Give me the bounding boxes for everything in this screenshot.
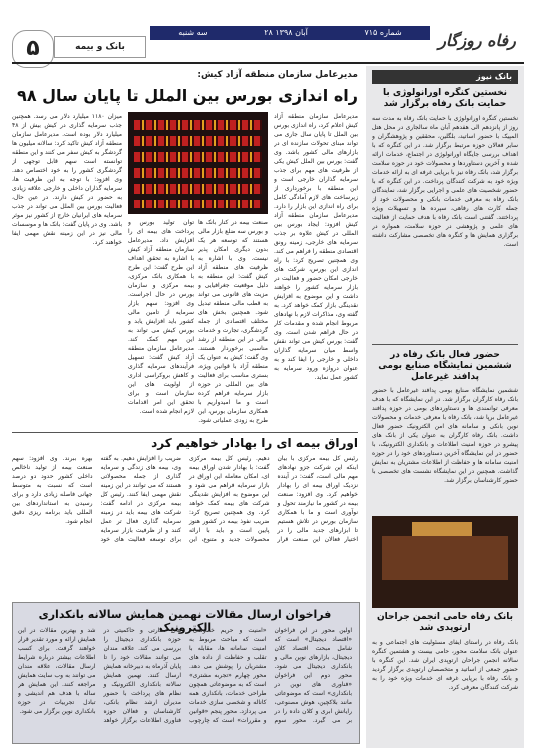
ceremony-photo <box>372 516 518 608</box>
newspaper-logo: رفاه روزگار <box>438 31 516 50</box>
story1-body: نخستین کنگره اورانولوژی با حمایت بانک رفاه به مدت سه روز از پانزدهم الی هفدهم آبان ماه سالجاری در محل هتل المپیک با حضور اساتید، بلگلین، محققین و پژوهشگران و سایر فعالان حوزه مرتبط برگزار شد. در این کنگره که با اهداف بررسی جایگاه اورانولوژی در اجتماع، خدمات ارائه شده و آخرین دستاوردها و محصولات خود در حوزه سلامت برگزار شد، بانک رفاه نیز با برپایی غرفه ای به ارائه خدمات ویژه خود به شرکت کنندگان پرداخت. در این کنگره که با حضور شخصیت های علمی و اجرایی برگزار شد، نمایندگان بانک رفاه به معرفی خدمات بانکی و محصولات خود از جمله کارت های رفاهی، سپرده ها و تسهیلات ویژه پرداختند. گفتنی است بانک رفاه با هدف حمایت از فعالیت های علمی و پژوهشی در حوزه سلامت، همواره در برگزاری همایش ها و کنگره های تخصصی مشارکت داشته است. <box>372 115 518 248</box>
story3-body: بانک رفاه در راستای ایفای مسئولیت های اجتماعی و به عنوان بانک سلامت محور، حامی بیست و هشتمین کنگره سالانه انجمن جراحان ارتوپدی ایران شد. این کنگره با حضور جمعی از اساتید و متخصصان ارتوپدی برگزار گردید و بانک رفاه با برپایی غرفه ای خدمات ویژه خود را به شرکت کنندگان معرفی کرد. <box>372 639 518 691</box>
insurance-body: رئیس کل بیمه مرکزی با بیان اینکه این شرکت جزو نهادهای مهم مالی است، گفت: در آینده نزدیک اوراق بیمه ای را بهادار خواهیم کرد. وی افزود: صنعت بیمه در کشور ما نیازمند تحول و نوآوری است و ما با همکاری سازمان بورس در تلاش هستیم تا ابزارهای جدید مالی را در اختیار فعالان این صنعت قرار دهیم. رئیس کل بیمه مرکزی گفت: با بهادار شدن اوراق بیمه ای، امکان معامله این اوراق در بازار سرمایه فراهم می شود و این موضوع به افزایش نقدینگی شرکت های بیمه کمک خواهد کرد. وی همچنین تصریح کرد: ضریب نفوذ بیمه در کشور هنوز پایین است و باید با ارائه محصولات جدید و متنوع، این ضریب را افزایش دهیم. به گفته وی، بیمه های زندگی و سرمایه گذاری از جمله محصولاتی هستند که می توانند در این زمینه نقش مهمی ایفا کنند. رئیس کل بیمه مرکزی در ادامه گفت: شرکت های بیمه باید در زمینه سرمایه گذاری فعال تر عمل کنند و از ظرفیت بازار سرمایه برای توسعه فعالیت های خود بهره ببرند. وی افزود: سهم صنعت بیمه از تولید ناخالص داخلی کشور حدود دو درصد است که نسبت به متوسط جهانی فاصله زیادی دارد و برای رسیدن به استانداردهای بین المللی باید برنامه ریزی دقیق انجام شود. <box>12 455 358 543</box>
header-issue: شماره ۷۱۵ <box>364 28 402 37</box>
article-title: راه اندازی بورس بین الملل تا پایان سال ۹۸ <box>17 86 358 105</box>
article-column-1: مدیرعامل سازمان منطقه آزاد کیش اعلام کرد، راه اندازی بورس بین الملل تا پایان سال جاری می تواند مبنای تحولات سازنده ای در بازارهای مالی کشور باشد. وی گفت: بورس بین الملل کیش یکی از ظرفیت های مهم برای جذب سرمایه گذاران خارجی است و این منطقه با برخورداری از زیرساخت های لازم آمادگی کامل برای راه اندازی این بازار را دارد. مدیرعامل سازمان منطقه آزاد کیش افزود: ایجاد بورس بین المللی در کیش علاوه بر جذب سرمایه های خارجی، زمینه رونق اقتصادی منطقه را فراهم می کند. وی همچنین تصریح کرد: با راه اندازی این بورس، شرکت های خارجی امکان حضور و فعالیت در بازار سرمایه کشور را خواهند داشت و این موضوع به افزایش نقدینگی بازار کمک خواهد کرد. به گفته وی، مذاکرات لازم با نهادهای مربوط انجام شده و مقدمات کار در حال فراهم شدن است. وی گفت: بورس کیش می تواند نقش واسط میان سرمایه گذاران داخلی و خارجی را ایفا کند و به عنوان دروازه ورود سرمایه به کشور عمل نماید. <box>274 113 358 381</box>
header-divider <box>12 62 524 64</box>
sidebar-divider <box>372 344 518 345</box>
sidebar-heading: بانک نیوز <box>372 70 518 84</box>
story2-title: حضور فعال بانک رفاه در ششمین نمایشگاه صنایع بومی پدافند غیرعامل <box>378 350 512 382</box>
article-column-2: صنعت بیمه در کنار بانک ها و بورس سه ضلع بازار مالی هستند که توسعه هر یک بدون دیگری امکان پذیر نیست. وی با اشاره به ظرفیت های منطقه آزاد کیش گفت: این منطقه به دلیل موقعیت جغرافیایی و مزیت های قانونی می تواند به قطب مالی منطقه تبدیل شود. همچنین بخش های مختلف اقتصادی از جمله گردشگری، تجارت و خدمات مالی در این منطقه از رشد مناسبی برخوردار هستند. وی گفت: کیش به عنوان یک منطقه آزاد با قوانین ویژه، بستری مناسب برای فعالیت های بین المللی در حوزه بازار سرمایه فراهم کرده است و ما امیدواریم با همکاری سازمان بورس، این طرح به زودی عملیاتی شود. <box>198 219 268 424</box>
stock-board-photo <box>128 112 268 214</box>
article-divider <box>12 432 358 433</box>
insurance-title: اوراق بیمه ای را بهادار خواهیم کرد <box>151 436 358 450</box>
header-bar <box>150 26 430 40</box>
photo-audience <box>382 536 508 580</box>
call-for-papers-title: فراخوان ارسال مقالات نهمین همایش سالانه بانکداری الکترونیک <box>38 608 332 634</box>
call-for-papers-body: اولین محور در این فراخوان «اقتصاد دیجیتال» است که شامل مبحث اقتصاد کلان دیجیتال، بازارهای نوین مالی و بانکداری دیجیتال می شود. محور دوم این فراخوان «فناوری های نوین در بانکداری» است که موضوعاتی مانند بلاکچین، هوش مصنوعی، رایانش ابری و کلان داده را در بر می گیرد. محور سوم «امنیت و حریم خصوصی» است که مباحث مربوط به امنیت سامانه ها، مقابله با تقلب و حفاظت از داده های مشتریان را پوشش می دهد. محور چهارم «تجربه مشتری» است که به موضوعاتی همچون طراحی خدمات، بانکداری همه کاناله و شخصی سازی خدمات می پردازد. محور پنجم «قوانین و مقررات» است که چارچوب های نظارتی و حاکمیتی در حوزه بانکداری دیجیتال را بررسی می کند. علاقه مندان می توانند مقالات خود را تا پایان آذرماه به دبیرخانه همایش ارسال کنند. نهمین همایش سالانه بانکداری الکترونیک و نظام های پرداخت با حضور مدیران ارشد نظام بانکی، کارشناسان و فعالان حوزه فناوری اطلاعات برگزار خواهد شد و بهترین مقالات در این همایش ارائه و مورد تقدیر قرار خواهند گرفت. برای کسب اطلاعات بیشتر درباره شرایط ارسال مقالات، علاقه مندان می توانند به وب سایت همایش مراجعه کنند. این همایش هر ساله با هدف هم اندیشی و تبادل تجربیات در حوزه بانکداری نوین برگزار می شود. <box>18 627 352 724</box>
page-number: ۵ <box>12 30 54 68</box>
header-day: سه شنبه <box>178 28 208 37</box>
article-kicker: مدیرعامل سازمان منطقه آزاد کیش: <box>197 70 358 80</box>
article-column-4: توان تولید بورس و پرداخت های بیمه ای را افزایش داد. مدیرعامل سازمان منطقه آزاد کیش با اشاره به تحقق اهداف این طرح گفت: این طرح با همکاری بانک مرکزی، بیمه مرکزی و سازمان بورس در حال اجراست. وی افزود: سهم بازار سرمایه از تامین مالی کشور باید افزایش یابد و بورس کیش می تواند به این مهم کمک کند. مدیرعامل سازمان منطقه آزاد کیش گفت: تسهیل فرآیندهای سرمایه گذاری و کاهش بروکراسی اداری از اولویت های این سازمان است و برای تحقق این امر اقدامات لازم انجام شده است. <box>128 219 194 415</box>
header-date: ۲۸ آبان ۱۳۹۸ <box>264 28 308 37</box>
story3-title: بانک رفاه حامی انجمن جراحان ارتوپدی شد <box>377 612 513 633</box>
photo-stage <box>412 522 472 536</box>
story2-body: ششمین نمایشگاه صنایع بومی پدافند غیرعامل با حضور بانک رفاه کارگران برگزار شد. در این نمایشگاه که با هدف معرفی توانمندی ها و دستاوردهای بومی در حوزه پدافند غیرعامل برپا شد، بانک رفاه با معرفی خدمات و محصولات نوین بانکی و سامانه های امن الکترونیک حضور فعال داشت. بانک رفاه کارگران به عنوان یکی از بانک های پیشرو در حوزه امنیت اطلاعات و بانکداری الکترونیک، با حضور در این نمایشگاه آخرین دستاوردهای خود را در حوزه امنیت سامانه ها و حفاظت از اطلاعات مشتریان به نمایش گذاشت. همچنین در این نمایشگاه نشست های تخصصی با حضور کارشناسان برگزار شد. <box>372 387 518 484</box>
story1-title: نخستین کنگره اورانولوژی با حمایت بانک رفاه برگزار شد <box>382 88 508 109</box>
article-column-3: میزان ۱۱۸۰ میلیارد دلار می رسد. همچنین جذب سرمایه گذاری در کیش بیش از ۴۸ میلیارد دلار بوده است. مدیرعامل سازمان منطقه آزاد کیش تاکید کرد: سالانه میلیون ها گردشگر به کیش سفر می کنند و این منطقه توانسته است سهم قابل توجهی از گردشگری کشور را به خود اختصاص دهد. وی افزود: با توجه به این ظرفیت ها، سرمایه گذاران داخلی و خارجی علاقه زیادی به حضور در کیش دارند. در عین حال، فعالیت بورس بین الملل می تواند در جذب سرمایه های ایرانیان خارج از کشور نیز موثر باشد. وی در پایان گفت: بانک ها و موسسات مالی نیز در این زمینه نقش مهمی ایفا خواهند کرد. <box>12 113 122 246</box>
section-title: بانک و بیمه <box>54 36 146 58</box>
